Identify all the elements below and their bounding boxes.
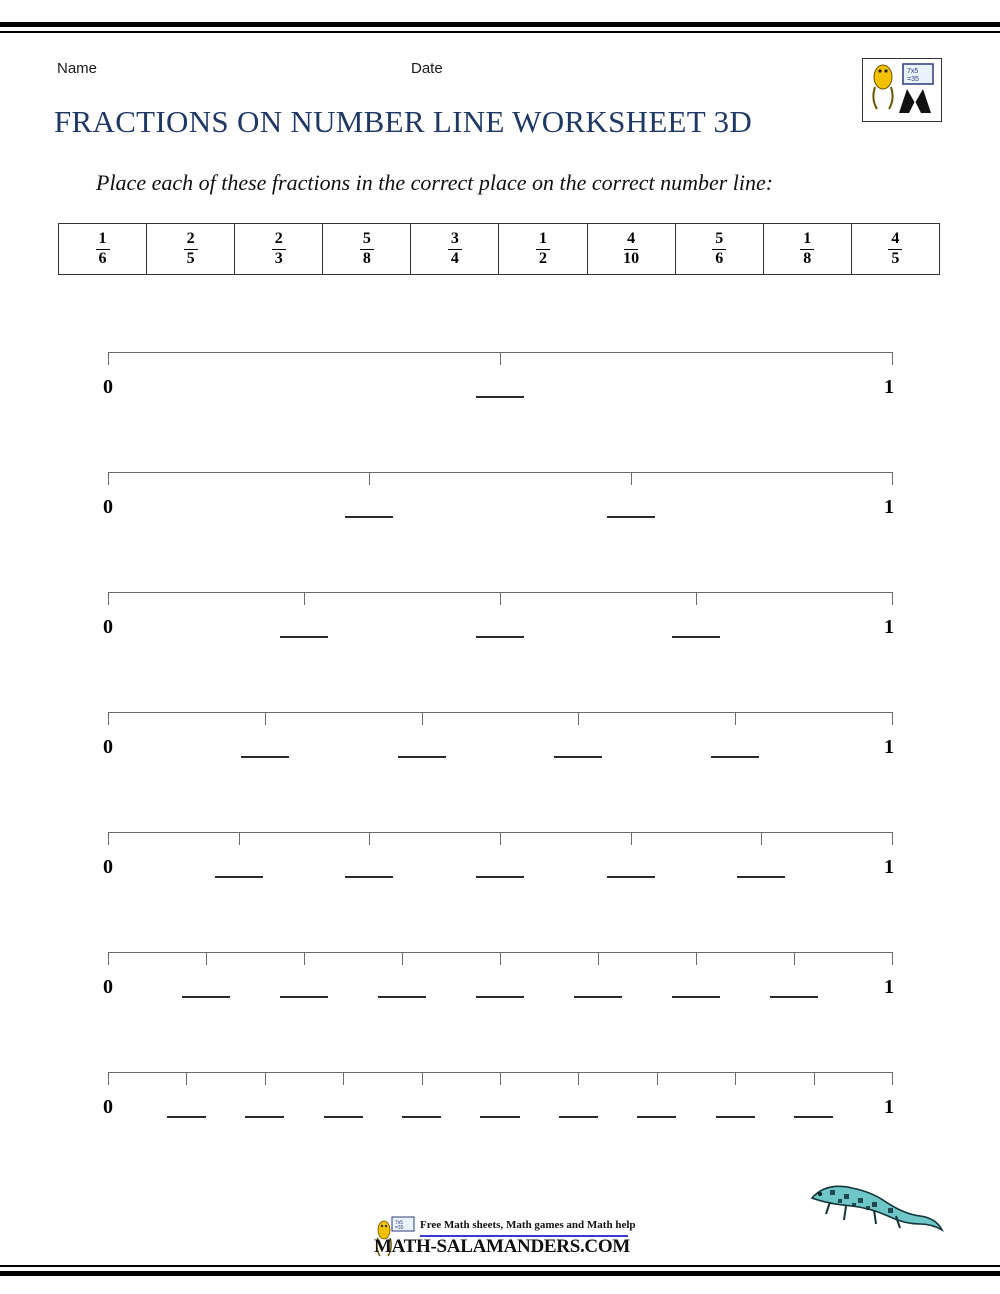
- number-line-tick: [265, 1072, 266, 1085]
- answer-blank[interactable]: [476, 876, 524, 878]
- svg-text:=35: =35: [395, 1225, 404, 1231]
- number-line-end-label: 1: [884, 376, 894, 398]
- number-line-tick: [369, 472, 370, 485]
- answer-blank[interactable]: [324, 1116, 363, 1118]
- instructions-text: Place each of these fractions in the correct place on the correct number line:: [96, 170, 774, 195]
- number-line-end-label: 1: [884, 856, 894, 878]
- number-line-tick: [578, 1072, 579, 1085]
- answer-blank[interactable]: [476, 636, 524, 638]
- fraction-numerator: 4: [624, 231, 638, 250]
- answer-blank[interactable]: [215, 876, 263, 878]
- answer-blank[interactable]: [607, 876, 655, 878]
- answer-blank[interactable]: [476, 996, 524, 998]
- answer-blank[interactable]: [672, 636, 720, 638]
- number-line: [0, 832, 1000, 922]
- fraction-denominator: 6: [98, 249, 107, 267]
- number-line-endpoint-tick: [108, 1072, 109, 1085]
- fraction-numerator: 5: [712, 231, 726, 250]
- fraction-bank-cell: [852, 224, 939, 274]
- footer-site-name: MATH-SALAMANDERS.COM: [374, 1236, 630, 1257]
- salamander-mascot-icon: [800, 1172, 950, 1244]
- fraction-bank-cell: [411, 224, 499, 274]
- svg-text:7x5: 7x5: [907, 68, 919, 75]
- fraction: [888, 231, 902, 268]
- answer-blank[interactable]: [770, 996, 818, 998]
- number-line-start-label: 0: [103, 616, 113, 638]
- number-line-start-label: 0: [103, 856, 113, 878]
- number-line-tick: [206, 952, 207, 965]
- number-line-endpoint-tick: [892, 472, 893, 485]
- fraction: [184, 231, 198, 268]
- fraction-bank-cell: [147, 224, 235, 274]
- answer-blank[interactable]: [402, 1116, 441, 1118]
- number-line-start-label: 0: [103, 976, 113, 998]
- fraction: [96, 231, 110, 268]
- number-line: [0, 952, 1000, 1042]
- fraction: [536, 231, 550, 268]
- answer-blank[interactable]: [167, 1116, 206, 1118]
- fraction-numerator: 2: [272, 231, 286, 250]
- fraction: [272, 231, 286, 268]
- fraction-bank-cell: [235, 224, 323, 274]
- number-line-tick: [814, 1072, 815, 1085]
- fraction-bank-cell: [764, 224, 852, 274]
- number-line-tick: [735, 1072, 736, 1085]
- page-title: FRACTIONS ON NUMBER LINE WORKSHEET 3D: [54, 104, 753, 139]
- answer-blank[interactable]: [345, 876, 393, 878]
- top-border-thin: [0, 31, 1000, 33]
- answer-blank[interactable]: [574, 996, 622, 998]
- answer-blank[interactable]: [280, 636, 328, 638]
- math-salamanders-logo-icon: [862, 58, 942, 122]
- number-line-tick: [696, 592, 697, 605]
- number-line-tick: [631, 472, 632, 485]
- number-line-end-label: 1: [884, 616, 894, 638]
- number-line-tick: [304, 952, 305, 965]
- answer-blank[interactable]: [716, 1116, 755, 1118]
- number-line-tick: [500, 832, 501, 845]
- fraction: [623, 231, 639, 268]
- number-line-tick: [500, 1072, 501, 1085]
- fraction-numerator: 1: [536, 231, 550, 250]
- number-line-start-label: 0: [103, 736, 113, 758]
- fraction-bank-cell: [323, 224, 411, 274]
- answer-blank[interactable]: [672, 996, 720, 998]
- answer-blank[interactable]: [345, 516, 393, 518]
- fraction-denominator: 8: [362, 249, 371, 267]
- number-line-tick: [598, 952, 599, 965]
- number-line-endpoint-tick: [108, 352, 109, 365]
- number-line-tick: [794, 952, 795, 965]
- fraction-bank-cell: [59, 224, 147, 274]
- fraction-numerator: 1: [800, 231, 814, 250]
- fraction-numerator: 1: [96, 231, 110, 250]
- number-line-tick: [343, 1072, 344, 1085]
- number-line-endpoint-tick: [892, 592, 893, 605]
- number-line-end-label: 1: [884, 496, 894, 518]
- answer-blank[interactable]: [794, 1116, 833, 1118]
- answer-blank[interactable]: [241, 756, 289, 758]
- number-line: [0, 712, 1000, 802]
- fraction-denominator: 5: [186, 249, 195, 267]
- fraction-numerator: 4: [888, 231, 902, 250]
- number-line-endpoint-tick: [892, 952, 893, 965]
- answer-blank[interactable]: [711, 756, 759, 758]
- fraction: [712, 231, 726, 268]
- number-line-tick: [402, 952, 403, 965]
- number-line-tick: [422, 1072, 423, 1085]
- number-line-endpoint-tick: [108, 832, 109, 845]
- number-line-tick: [631, 832, 632, 845]
- number-line-endpoint-tick: [892, 1072, 893, 1085]
- fraction: [360, 231, 374, 268]
- number-line-tick: [186, 1072, 187, 1085]
- fraction-numerator: 5: [360, 231, 374, 250]
- number-line-tick: [500, 952, 501, 965]
- number-line-tick: [761, 832, 762, 845]
- answer-blank[interactable]: [559, 1116, 598, 1118]
- number-line-axis: [108, 472, 892, 473]
- answer-blank[interactable]: [280, 996, 328, 998]
- number-line-endpoint-tick: [892, 832, 893, 845]
- answer-blank[interactable]: [737, 876, 785, 878]
- answer-blank[interactable]: [637, 1116, 676, 1118]
- footer-tagline: Free Math sheets, Math games and Math help: [420, 1219, 636, 1231]
- answer-blank[interactable]: [607, 516, 655, 518]
- number-line-tick: [657, 1072, 658, 1085]
- number-line-endpoint-tick: [892, 352, 893, 365]
- number-line: [0, 352, 1000, 442]
- number-line-endpoint-tick: [108, 712, 109, 725]
- fraction-denominator: 3: [274, 249, 283, 267]
- number-line-tick: [735, 712, 736, 725]
- number-line-tick: [304, 592, 305, 605]
- fraction-numerator: 3: [448, 231, 462, 250]
- number-line-endpoint-tick: [892, 712, 893, 725]
- answer-blank[interactable]: [480, 1116, 519, 1118]
- bottom-border-thick: [0, 1271, 1000, 1276]
- answer-blank[interactable]: [378, 996, 426, 998]
- number-line-end-label: 1: [884, 736, 894, 758]
- fraction-bank-cell: [588, 224, 676, 274]
- number-line-start-label: 0: [103, 376, 113, 398]
- answer-blank[interactable]: [476, 396, 524, 398]
- fraction-denominator: 4: [450, 249, 459, 267]
- number-line-end-label: 1: [884, 1096, 894, 1118]
- fraction-numerator: 2: [184, 231, 198, 250]
- number-line-tick: [422, 712, 423, 725]
- number-line-endpoint-tick: [108, 592, 109, 605]
- fraction: [800, 231, 814, 268]
- fraction-bank: [58, 223, 940, 275]
- answer-blank[interactable]: [398, 756, 446, 758]
- number-line: [0, 1072, 1000, 1162]
- number-line-tick: [500, 352, 501, 365]
- answer-blank[interactable]: [245, 1116, 284, 1118]
- number-line-tick: [369, 832, 370, 845]
- name-label: Name: [57, 60, 98, 77]
- number-line: [0, 472, 1000, 562]
- number-line-axis: [108, 712, 892, 713]
- bottom-border-thin: [0, 1265, 1000, 1267]
- number-line-endpoint-tick: [108, 472, 109, 485]
- number-line-endpoint-tick: [108, 952, 109, 965]
- top-border-thick: [0, 22, 1000, 27]
- fraction-denominator: 2: [539, 249, 548, 267]
- number-line-tick: [696, 952, 697, 965]
- svg-text:7x5: 7x5: [395, 1220, 404, 1226]
- fraction-bank-cell: [676, 224, 764, 274]
- fraction-denominator: 6: [715, 249, 724, 267]
- number-line-start-label: 0: [103, 1096, 113, 1118]
- number-line-tick: [265, 712, 266, 725]
- number-line-tick: [500, 592, 501, 605]
- fraction: [448, 231, 462, 268]
- number-line-tick: [239, 832, 240, 845]
- fraction-denominator: 10: [623, 249, 640, 267]
- fraction-denominator: 8: [803, 249, 812, 267]
- answer-blank[interactable]: [182, 996, 230, 998]
- number-line: [0, 592, 1000, 682]
- fraction-bank-cell: [499, 224, 587, 274]
- number-line-tick: [578, 712, 579, 725]
- fraction-denominator: 5: [891, 249, 900, 267]
- number-line-start-label: 0: [103, 496, 113, 518]
- date-label: Date: [411, 60, 443, 77]
- answer-blank[interactable]: [554, 756, 602, 758]
- number-line-end-label: 1: [884, 976, 894, 998]
- svg-text:=35: =35: [907, 76, 919, 83]
